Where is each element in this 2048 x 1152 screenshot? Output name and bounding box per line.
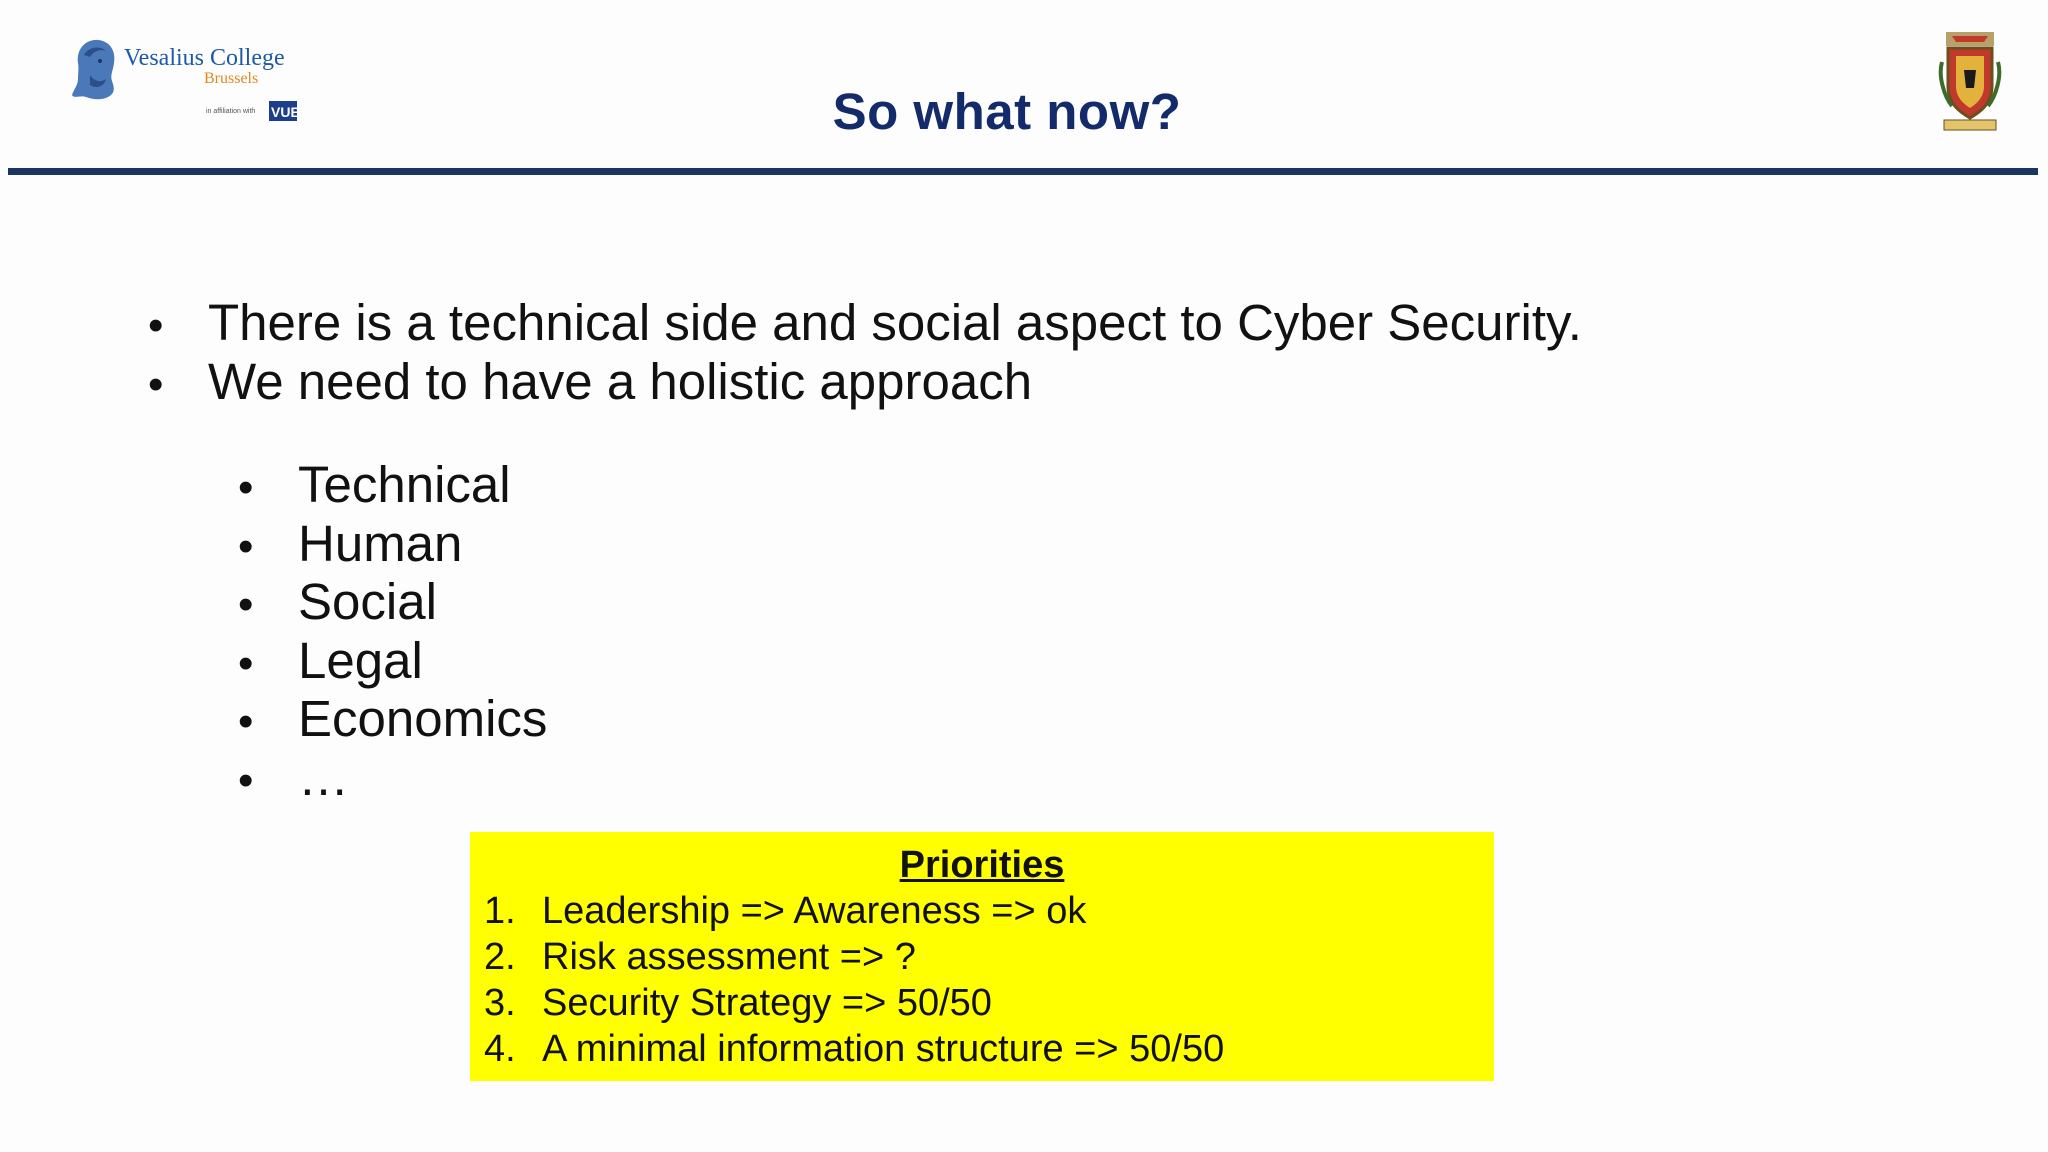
priorities-title: Priorities (899, 844, 1065, 886)
logo-sub: Brussels (204, 70, 259, 87)
bullet-text: Human (298, 514, 463, 572)
sub-bullet-list (238, 457, 547, 808)
bullet-icon: • (238, 638, 254, 688)
priority-text: A minimal information structure => 50/50 (542, 1028, 1225, 1070)
priority-item (484, 934, 1494, 980)
page-title: So what now? (832, 83, 1182, 140)
bullet-text: Legal (298, 631, 423, 689)
bullet-icon: • (148, 301, 164, 350)
logo-name: Vesalius College (124, 45, 285, 71)
header-divider (8, 168, 2038, 175)
slide-header (0, 0, 2048, 180)
priority-text: Security Strategy => 50/50 (542, 982, 992, 1024)
bullet-text: … (298, 748, 349, 806)
priorities-box (470, 832, 1494, 1081)
main-bullet-list (148, 295, 1582, 413)
list-item (238, 574, 547, 633)
bullet-text: Economics (298, 690, 548, 747)
bullet-icon: • (238, 755, 254, 805)
list-item (148, 354, 1582, 413)
crest-logo (1938, 26, 2002, 136)
bullet-text: There is a technical side and social aspect to Cyber Security. (208, 294, 1582, 351)
priority-number: 1. (484, 890, 516, 932)
list-item (148, 295, 1582, 354)
bullet-icon: • (238, 463, 254, 512)
list-item (238, 750, 547, 809)
list-item (238, 457, 547, 516)
bullet-text: Technical (298, 456, 511, 513)
list-item (238, 691, 547, 750)
svg-text:VUB: VUB (271, 104, 301, 120)
list-item (238, 516, 547, 575)
bullet-text: Social (298, 573, 437, 630)
list-item (238, 633, 547, 692)
priorities-list (470, 888, 1494, 1072)
priority-item (484, 888, 1494, 934)
priority-number: 4. (484, 1028, 516, 1070)
priority-item (484, 980, 1494, 1026)
bullet-text: We need to have a holistic approach (208, 353, 1033, 410)
svg-text:in affiliation with: in affiliation with (206, 108, 256, 115)
priority-number: 2. (484, 936, 516, 978)
bullet-icon: • (238, 521, 254, 571)
priority-item (484, 1026, 1494, 1072)
priority-number: 3. (484, 982, 516, 1024)
priority-text: Risk assessment => ? (542, 936, 916, 978)
priority-text: Leadership => Awareness => ok (542, 890, 1087, 932)
bullet-icon: • (148, 360, 164, 409)
bullet-icon: • (238, 697, 254, 746)
bullet-icon: • (238, 580, 254, 629)
